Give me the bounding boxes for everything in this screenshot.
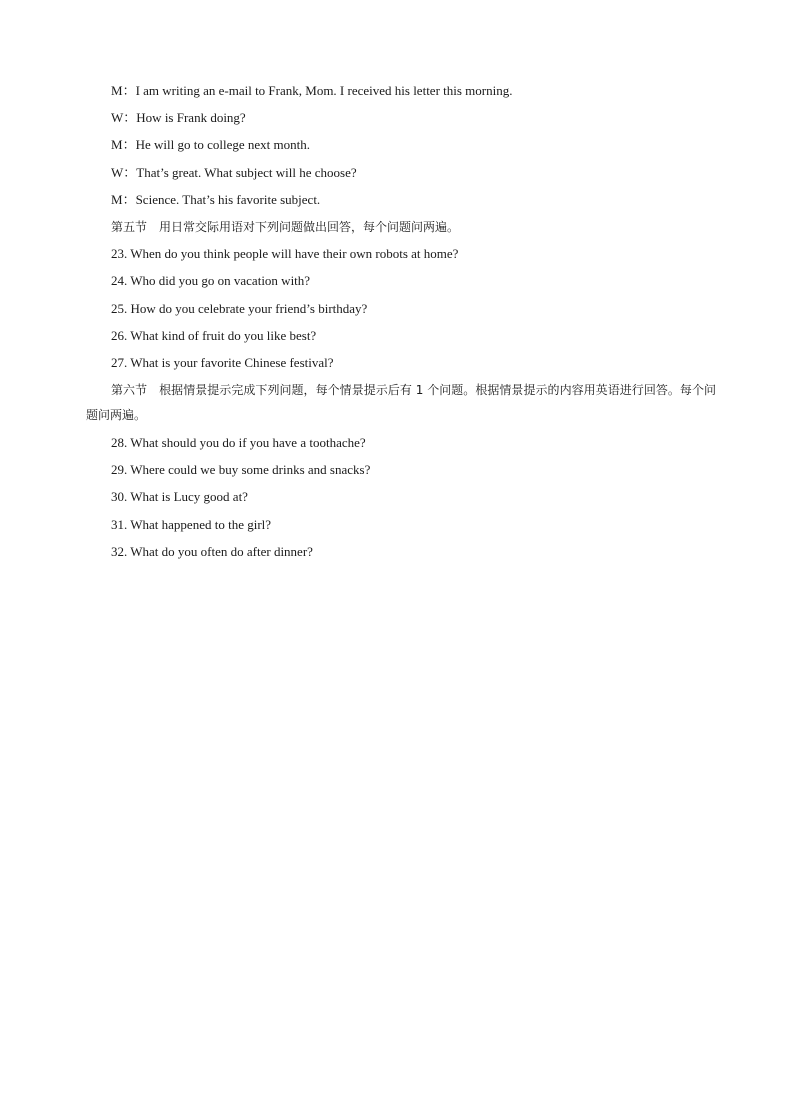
question-item: 23. When do you think people will have their own robots at home? [111,246,459,262]
section-5-title: 第五节 用日常交际用语对下列问题做出回答，每个问题问两遍。 [111,219,460,234]
speaker-label: M [111,191,123,207]
question-item: 26. What kind of fruit do you like best? [111,327,317,343]
question-item: 25. How do you celebrate your friend’s birthday? [111,300,368,316]
question-item: 28. What should you do if you have a toothache? [111,435,366,451]
speaker-separator: ： [122,137,136,153]
speaker-separator: ： [122,83,136,98]
question-item: 30. What is Lucy good at? [111,489,248,505]
speaker-separator: ： [123,110,137,126]
section-6-title: 第六节 根据情景提示完成下列问题，每个情景提示后有 1 个问题。根据情景提示的内容用英语进行回答。每个问题问两遍。 [86,383,716,423]
question-item: 24. Who did you go on vacation with? [111,273,311,289]
question-item: 31. What happened to the girl? [111,516,272,532]
question-item: 32. What do you often do after dinner? [111,543,313,559]
speaker-separator: ： [122,191,136,207]
speaker-label: M [111,137,123,153]
dialogue-text: Science. That’s his favorite subject. [135,191,321,207]
question-item: 29. Where could we buy some drinks and snacks? [111,462,371,478]
question-item: 27. What is your favorite Chinese festival? [111,354,334,370]
page-content [86,82,716,570]
dialogue-line [86,136,716,154]
dialogue-text: I am writing an e-mail to Frank, Mom. I received his letter this morning. [135,83,513,98]
dialogue-line [86,191,716,209]
speaker-label: W [111,164,124,180]
speaker-label: W [111,110,124,126]
speaker-label: M [111,83,123,98]
dialogue-line [86,109,716,127]
dialogue-line [86,164,716,182]
speaker-separator: ： [123,164,137,180]
dialogue-text: That’s great. What subject will he choose? [136,164,357,180]
dialogue-text: How is Frank doing? [136,110,246,126]
dialogue-line [86,82,716,100]
dialogue-text: He will go to college next month. [135,137,310,153]
